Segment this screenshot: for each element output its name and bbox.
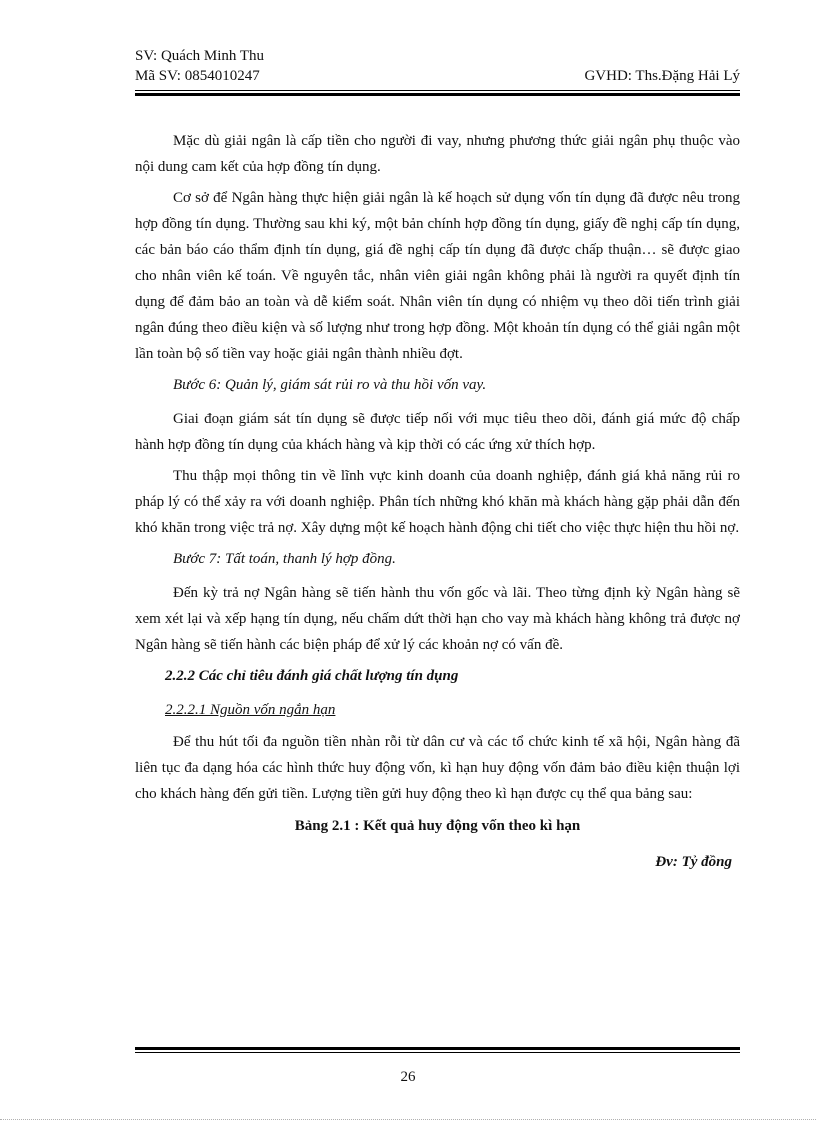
step-7-heading: Bước 7: Tất toán, thanh lý hợp đồng.: [173, 551, 396, 567]
paragraph-settlement: Đến kỳ trả nợ Ngân hàng sẽ tiến hành thu vốn gốc và lãi. Theo từng định kỳ Ngân hàng sẽ xem xét lại và xếp hạng tín dụng, nếu chấm dứt thời hạn cho vay mà khách hàng không trả được nợ Ngân hàng sẽ tiến hành các biện pháp để xử lý các khoản nợ có vấn đề.: [135, 585, 740, 653]
header-rule-thin: [135, 90, 740, 91]
step-6-heading: Bước 6: Quản lý, giám sát rủi ro và thu hồi vốn vay.: [173, 377, 487, 393]
page-header: [135, 46, 740, 86]
header-rule-thick: [135, 93, 740, 96]
paragraph-capital-mobilization: Để thu hút tối đa nguồn tiền nhàn rỗi từ dân cư và các tổ chức kinh tế xã hội, Ngân hàng đã liên tục đa dạng hóa các hình thức huy động vốn, kì hạn huy động vốn đảm bảo điều kiện thuận lợi cho khách hàng đến gửi tiền. Lượng tiền gửi huy động theo kì hạn được cụ thể qua bảng sau:: [135, 734, 740, 802]
student-name: SV: Quách Minh Thu: [135, 48, 265, 64]
paragraph-disbursement-method: Mặc dù giải ngân là cấp tiền cho người đi vay, nhưng phương thức giải ngân phụ thuộc vào nội dung cam kết của hợp đồng tín dụng.: [135, 133, 740, 175]
table-caption: Bảng 2.1 : Kết quả huy động vốn theo kì hạn: [294, 818, 581, 834]
header-row: [135, 66, 740, 86]
section-heading: 2.2.2 Các chỉ tiêu đánh giá chất lượng tín dụng: [165, 668, 459, 684]
paragraph-credit-monitoring: Giai đoạn giám sát tín dụng sẽ được tiếp nối với mục tiêu theo dõi, đánh giá mức độ chấp hành hợp đồng tín dụng của khách hàng và kịp thời có các ứng xử thích hợp.: [135, 411, 740, 453]
student-id: Mã SV: 0854010247: [135, 68, 260, 84]
advisor-name: GVHD: Ths.Đặng Hải Lý: [584, 68, 740, 84]
subsection-heading: 2.2.2.1 Nguồn vốn ngắn hạn: [165, 702, 336, 718]
paragraph-disbursement-basis: Cơ sở để Ngân hàng thực hiện giải ngân là kế hoạch sử dụng vốn tín dụng đã được nêu trong hợp đồng tín dụng. Thường sau khi ký, một bản chính hợp đồng tín dụng, giấy đề nghị cấp tín dụng, các bản báo cáo thẩm định tín dụng, giá đề nghị cấp tín dụng đã được chấp thuận… sẽ được giao cho nhân viên kế toán. Về nguyên tắc, nhân viên giải ngân không phải là người ra quyết định tín dụng để đảm bảo an toàn và dễ kiểm soát. Nhân viên tín dụng có nhiệm vụ theo dõi tiến trình giải ngân đúng theo điều kiện và số lượng như trong hợp đồng. Một khoản tín dụng có thể giải ngân một lần toàn bộ số tiền vay hoặc giải ngân thành nhiều đợt.: [135, 190, 740, 362]
footer-rule-thin: [135, 1052, 740, 1053]
footer-rule-thick: [135, 1047, 740, 1050]
unit-label: Đv: Tỷ đồng: [655, 854, 732, 870]
paragraph-information-gathering: Thu thập mọi thông tin về lĩnh vực kinh doanh của doanh nghiệp, đánh giá khả năng rủi ro pháp lý có thể xảy ra với doanh nghiệp. Phân tích những khó khăn mà khách hàng gặp phải dẫn đến khó khăn trong việc trả nợ. Xây dựng một kế hoạch hành động chi tiết cho việc thực hiện thu hồi nợ.: [135, 468, 740, 536]
page-edge: [0, 1119, 816, 1120]
page-number: 26: [400, 1069, 416, 1085]
page-body: [135, 128, 740, 875]
